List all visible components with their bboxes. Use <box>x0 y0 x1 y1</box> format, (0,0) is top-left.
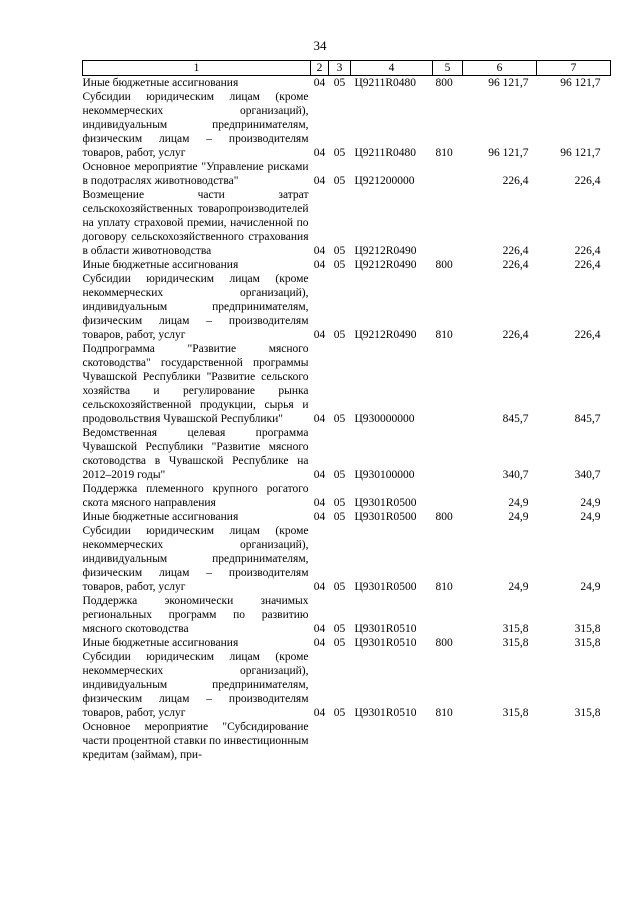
table-row <box>83 510 611 524</box>
amount-col-7: 96 121,7 <box>560 77 601 89</box>
column-header: 1 <box>83 61 311 76</box>
table-row <box>83 76 611 91</box>
expense-type-code: 810 <box>435 147 453 159</box>
subsection-code: 05 <box>333 413 346 425</box>
amount-col-7: 24,9 <box>580 497 601 509</box>
section-code: 04 <box>313 637 326 649</box>
table-row <box>83 342 611 426</box>
column-header: 5 <box>433 61 463 76</box>
table-row <box>83 90 611 160</box>
column-header: 4 <box>351 61 433 76</box>
expense-type-code: 810 <box>435 329 453 341</box>
column-header: 2 <box>311 61 329 76</box>
subsection-code: 05 <box>333 581 346 593</box>
section-code: 04 <box>313 245 326 257</box>
row-name: Подпрограмма "Развитие мясного скотоводства" государственной программы Чувашской Республики "Развитие сельского хозяйства и регулирование рынка сельскохозяйственной продукции, сырья и продовольствия Чувашской Республики" <box>82 343 309 425</box>
target-article-code: Ц9212R0490 <box>354 259 417 271</box>
expense-type-code: 800 <box>435 77 453 89</box>
target-article-code <box>351 720 433 762</box>
subsection-code <box>329 720 351 762</box>
amount-col-6: 24,9 <box>508 497 529 509</box>
page-number: 34 <box>313 38 327 53</box>
section-code: 04 <box>313 469 326 481</box>
expense-type-code: 800 <box>435 511 453 523</box>
expense-type-code <box>433 594 463 636</box>
amount-col-6: 96 121,7 <box>488 147 529 159</box>
table-row <box>83 272 611 342</box>
section-code <box>311 720 329 762</box>
section-code: 04 <box>313 147 326 159</box>
row-name: Иные бюджетные ассигнования <box>82 259 239 271</box>
amount-col-7: 226,4 <box>574 245 601 257</box>
table-row <box>83 258 611 272</box>
amount-col-7: 226,4 <box>574 175 601 187</box>
row-name: Поддержка экономически значимых региональных программ по развитию мясного скотоводства <box>82 595 309 635</box>
row-name: Ведомственная целевая программа Чувашской Республики "Развитие мясного скотоводства в Чувашской Республике на 2012–2019 годы" <box>82 427 309 481</box>
amount-col-7: 340,7 <box>574 469 601 481</box>
amount-col-7: 226,4 <box>574 259 601 271</box>
subsection-code: 05 <box>333 637 346 649</box>
target-article-code: Ц9301R0500 <box>354 581 417 593</box>
amount-col-6: 226,4 <box>502 329 529 341</box>
row-name: Иные бюджетные ассигнования <box>82 77 239 89</box>
amount-col-7 <box>537 720 611 762</box>
table-row <box>83 188 611 258</box>
expense-type-code: 800 <box>435 637 453 649</box>
expense-type-code <box>433 720 463 762</box>
section-code: 04 <box>313 77 326 89</box>
target-article-code: Ц9301R0500 <box>354 511 417 523</box>
target-article-code: Ц930000000 <box>354 413 415 425</box>
target-article-code: Ц9212R0490 <box>354 329 417 341</box>
row-name: Основное мероприятие "Управление рисками в подотраслях животноводства" <box>82 161 309 187</box>
section-code: 04 <box>313 329 326 341</box>
row-name: Основное мероприятие "Субсидирование части процентной ставки по инвестиционным кредитам (займам), при- <box>82 721 309 761</box>
expense-type-code <box>433 482 463 510</box>
table-body <box>83 76 611 763</box>
target-article-code: Ц930100000 <box>354 469 415 481</box>
section-code: 04 <box>313 581 326 593</box>
amount-col-6: 226,4 <box>502 175 529 187</box>
section-code: 04 <box>313 175 326 187</box>
subsection-code: 05 <box>333 469 346 481</box>
amount-col-7: 24,9 <box>580 581 601 593</box>
subsection-code: 05 <box>333 623 346 635</box>
subsection-code: 05 <box>333 707 346 719</box>
amount-col-6: 315,8 <box>502 637 529 649</box>
row-name: Субсидии юридическим лицам (кроме некоммерческих организаций), индивидуальным предпринимателям, физическим лицам – производителям товаров, работ, услуг <box>82 273 309 341</box>
budget-table <box>82 60 611 762</box>
expense-type-code <box>433 342 463 426</box>
amount-col-7: 315,8 <box>574 707 601 719</box>
amount-col-6 <box>463 720 537 762</box>
amount-col-6: 315,8 <box>502 707 529 719</box>
subsection-code: 05 <box>333 147 346 159</box>
row-name: Субсидии юридическим лицам (кроме некоммерческих организаций), индивидуальным предпринимателям, физическим лицам – производителям товаров, работ, услуг <box>82 525 309 593</box>
target-article-code: Ц9211R0480 <box>354 147 417 159</box>
amount-col-6: 24,9 <box>508 511 529 523</box>
target-article-code: Ц9301R0510 <box>354 637 417 649</box>
target-article-code: Ц9301R0510 <box>354 707 417 719</box>
section-code: 04 <box>313 707 326 719</box>
amount-col-6: 96 121,7 <box>488 77 529 89</box>
subsection-code: 05 <box>333 329 346 341</box>
section-code: 04 <box>313 259 326 271</box>
subsection-code: 05 <box>333 77 346 89</box>
amount-col-7: 96 121,7 <box>560 147 601 159</box>
amount-col-6: 315,8 <box>502 623 529 635</box>
section-code: 04 <box>313 623 326 635</box>
subsection-code: 05 <box>333 259 346 271</box>
expense-type-code: 810 <box>435 707 453 719</box>
amount-col-6: 24,9 <box>508 581 529 593</box>
amount-col-7: 226,4 <box>574 329 601 341</box>
row-name: Субсидии юридическим лицам (кроме некоммерческих организаций), индивидуальным предпринимателям, физическим лицам – производителям товаров, работ, услуг <box>82 651 309 719</box>
amount-col-6: 340,7 <box>502 469 529 481</box>
amount-col-6: 226,4 <box>502 259 529 271</box>
amount-col-7: 845,7 <box>574 413 601 425</box>
header-row <box>83 61 611 76</box>
table-row <box>83 636 611 650</box>
subsection-code: 05 <box>333 245 346 257</box>
target-article-code: Ц9212R0490 <box>354 245 417 257</box>
section-code: 04 <box>313 497 326 509</box>
table-row <box>83 160 611 188</box>
row-name: Возмещение части затрат сельскохозяйственных товаропроизводителей на уплату страховой премии, начисленной по договору сельскохозяйственного страхования в области животноводства <box>82 189 309 257</box>
expense-type-code <box>433 426 463 482</box>
table-row <box>83 594 611 636</box>
amount-col-6: 226,4 <box>502 245 529 257</box>
amount-col-7: 24,9 <box>580 511 601 523</box>
target-article-code: Ц9301R0500 <box>354 497 417 509</box>
row-name: Иные бюджетные ассигнования <box>82 511 239 523</box>
amount-col-6: 845,7 <box>502 413 529 425</box>
section-code: 04 <box>313 511 326 523</box>
row-name: Иные бюджетные ассигнования <box>82 637 239 649</box>
expense-type-code: 810 <box>435 581 453 593</box>
subsection-code: 05 <box>333 511 346 523</box>
row-name: Субсидии юридическим лицам (кроме некоммерческих организаций), индивидуальным предпринимателям, физическим лицам – производителям товаров, работ, услуг <box>82 91 309 159</box>
expense-type-code: 800 <box>435 259 453 271</box>
table-row <box>83 720 611 762</box>
section-code: 04 <box>313 413 326 425</box>
expense-type-code <box>433 188 463 258</box>
target-article-code: Ц921200000 <box>354 175 415 187</box>
subsection-code: 05 <box>333 497 346 509</box>
subsection-code: 05 <box>333 175 346 187</box>
table-row <box>83 524 611 594</box>
table-row <box>83 650 611 720</box>
column-header: 7 <box>537 61 611 76</box>
target-article-code: Ц9211R0480 <box>354 77 417 89</box>
row-name: Поддержка племенного крупного рогатого скота мясного направления <box>82 483 309 509</box>
column-header: 6 <box>463 61 537 76</box>
column-header: 3 <box>329 61 351 76</box>
amount-col-7: 315,8 <box>574 623 601 635</box>
table-row <box>83 426 611 482</box>
expense-type-code <box>433 160 463 188</box>
table-row <box>83 482 611 510</box>
target-article-code: Ц9301R0510 <box>354 623 417 635</box>
amount-col-7: 315,8 <box>574 637 601 649</box>
